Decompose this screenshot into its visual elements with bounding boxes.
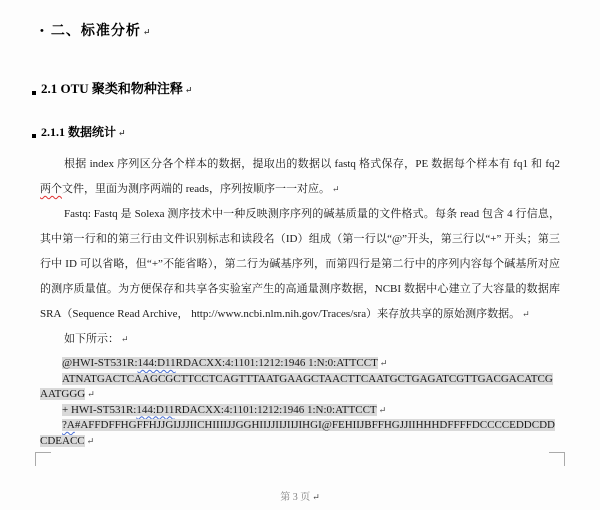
read-id-text: @HWI-ST531R: [62, 357, 138, 369]
paragraph-text: 文件，里面为测序两端的 reads，序列按顺序一一对应。 [62, 183, 330, 195]
pilcrow-mark: ↵ [142, 27, 152, 37]
pilcrow-mark: ↵ [118, 128, 126, 138]
pilcrow-mark: ↵ [379, 358, 388, 368]
pilcrow-mark: ↵ [522, 309, 530, 319]
paragraph-text: 根据 index 序列区分各个样本的数据，提取出的数据以 fastq 格式保存，PE 数据每个样本有 fq1 和 fq2 [64, 158, 560, 170]
read-id-text: + HWI-ST531R: [62, 403, 137, 416]
pilcrow-mark: ↵ [87, 389, 95, 399]
pilcrow-mark: ↵ [86, 435, 95, 446]
read-id-text: RDACXX:4:1101:1212:1946 1:N:0:ATTCCT [175, 357, 378, 369]
grammar-flagged-text: 144:D11 [137, 357, 176, 369]
highlighted-text [62, 404, 377, 416]
grammar-flagged-text: 144:D11 [136, 403, 175, 416]
spelling-error-text: 两个 [40, 183, 62, 195]
paragraph-text: 如下所示： [64, 333, 119, 345]
document-content [0, 20, 600, 449]
highlighted-text [40, 373, 553, 401]
heading-sub-data-stats [40, 123, 560, 140]
heading-sub-data-stats-text: 2.1.1 数据统计 [41, 125, 117, 139]
heading-main-text: 二、标准分析 [50, 24, 141, 39]
text-boundary-corner-left [35, 452, 51, 466]
page-number-text: 第 3 页 [280, 492, 311, 503]
pilcrow-mark: ↵ [121, 334, 129, 344]
pilcrow-mark: ↵ [184, 85, 193, 95]
highlighted-text [40, 419, 555, 447]
grammar-flagged-text: ?A [62, 419, 75, 431]
paragraph-data-extraction [40, 152, 560, 202]
square-bullet-icon [32, 91, 36, 95]
text-boundary-corner-right [549, 452, 565, 466]
read-id-text: RDACXX:4:1101:1212:1946 1:N:0:ATTCCT [174, 403, 377, 416]
base-sequence-text: ATNATGACTCAAGCGCTTCCTCAGTTTAATGAAGCTAACTTCAATGCTGAGATCGTTGACGACATCGAATGGG [40, 372, 553, 400]
paragraph-fastq-description [40, 202, 560, 327]
fastq-quality-line [40, 418, 560, 449]
fastq-plus-line [40, 403, 560, 419]
heading-sub-otu-text: 2.1 OTU 聚类和物种注释 [41, 81, 183, 96]
pilcrow-mark: ↵ [378, 404, 387, 415]
pilcrow-mark: ↵ [312, 492, 320, 502]
fastq-header-line [40, 356, 560, 372]
heading-main [40, 20, 560, 40]
heading-bullet-icon: • [40, 25, 45, 37]
paragraph-example-label [40, 327, 560, 352]
page-number-footer [0, 488, 600, 503]
highlighted-text [62, 357, 378, 369]
square-bullet-icon [32, 134, 36, 138]
fastq-sequence-line [40, 372, 560, 403]
pilcrow-mark: ↵ [331, 184, 340, 194]
quality-string-text: #AFFDFFHGFFHJJGIJJJIICHIIIIJJGGHIIJJIIJIIJIHGI@FEHIIJBFFHGJJIIHHHDFFFFDCCCCEDDCDDCDEACC [40, 419, 555, 447]
fastq-example-block [40, 356, 560, 449]
paragraph-text: Fastq: Fastq 是 Solexa 测序技术中一种反映测序序列的碱基质量的文件格式。每条 read 包含 4 行信息，其中第一行和的第三行由文件识别标志和读段名（ID）组成（第一行以“@”开头，第三行以“+” 开头；第三行中 ID 可以省略，但“+”不能省略），第二行为碱基序列，而第四行是第二行中的序列内容每个碱基所对应的测序质量值。为方便保存和共享各实验室产生的高通量测序数据，NCBI 数据中心建立了大容量的数据库 SRA（Sequence Read Archive， http://www.ncbi.nlm.nih.gov/Traces/sra）来存放共享的原始测序数据。 [40, 208, 560, 320]
heading-sub-otu [40, 78, 560, 97]
